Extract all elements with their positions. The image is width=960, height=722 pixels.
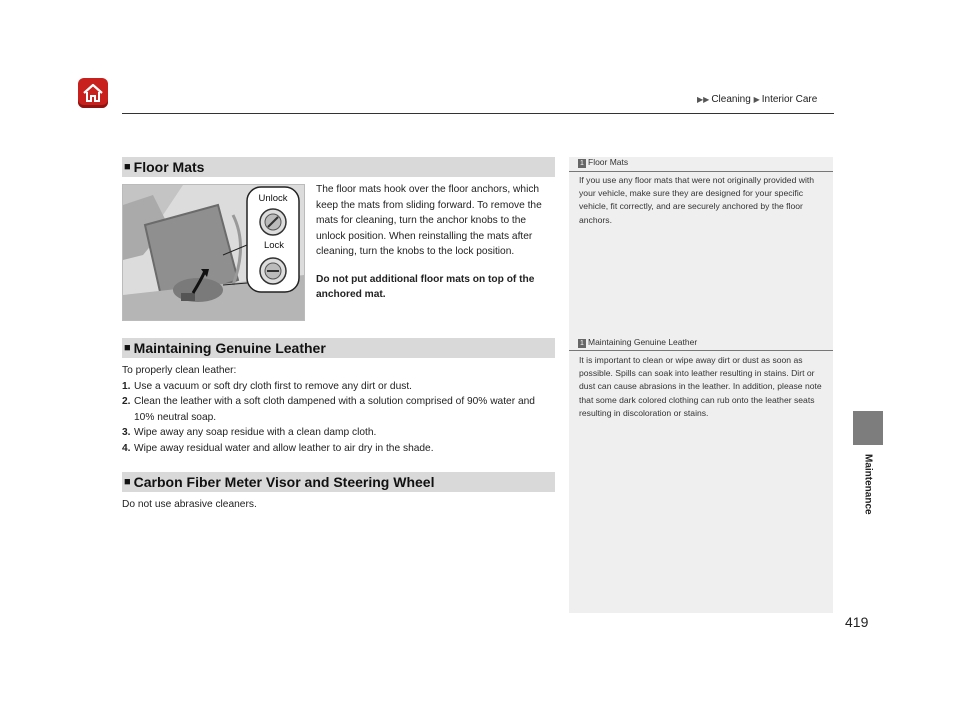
section-tab-label: Maintenance: [862, 454, 874, 515]
note-heading-leather: [578, 337, 697, 348]
header-divider: [122, 113, 834, 114]
breadcrumb-arrow-icon: ▶▶: [697, 95, 710, 104]
leather-intro: To properly clean leather:: [122, 365, 237, 376]
breadcrumb: [697, 94, 817, 105]
note-title: Floor Mats: [588, 157, 629, 167]
unlock-label: Unlock: [258, 193, 288, 204]
section-square-icon: ■: [124, 476, 131, 488]
note-divider: [569, 350, 833, 351]
leather-heading: [122, 338, 555, 358]
home-icon: [82, 83, 104, 103]
breadcrumb-item-cleaning[interactable]: Cleaning: [711, 94, 751, 105]
floor-mats-title: Floor Mats: [133, 159, 205, 175]
step-text: Use a vacuum or soft dry cloth first to remove any dirt or dust.: [134, 380, 412, 392]
page-number: 419: [845, 614, 869, 630]
note-marker-icon: 1: [578, 159, 586, 168]
section-tab-marker[interactable]: [853, 411, 883, 445]
carbon-fiber-heading: [122, 472, 555, 492]
list-item: [122, 425, 554, 441]
note-text-floor-mats: If you use any floor mats that were not originally provided with your vehicle, make sure they are designed for your specific vehicle, fit correctly, and are securely anchored by the floor anchors.: [579, 175, 815, 225]
list-item: [122, 441, 554, 457]
note-heading-floor-mats: [578, 157, 628, 168]
list-item: [122, 394, 554, 425]
floor-mats-description: The floor mats hook over the floor anchors, which keep the mats from sliding forward. To remove the mats for cleaning, turn the anchor knobs to the unlock position. When reinstalling the mats after cleaning, turn the knobs to the lock position.: [316, 184, 542, 257]
step-number: 1.: [122, 380, 131, 392]
floor-mats-body: [316, 182, 554, 303]
note-marker-icon: 1: [578, 339, 586, 348]
breadcrumb-item-interior-care[interactable]: Interior Care: [761, 94, 818, 105]
section-square-icon: ■: [124, 342, 131, 354]
carbon-fiber-title: Carbon Fiber Meter Visor and Steering Wheel: [133, 474, 435, 490]
floor-mat-anchor-illustration: [122, 184, 305, 321]
section-square-icon: ■: [124, 161, 131, 173]
carbon-fiber-body: Do not use abrasive cleaners.: [122, 499, 257, 510]
list-item: [122, 379, 554, 395]
step-text: Wipe away any soap residue with a clean damp cloth.: [134, 427, 377, 438]
home-button[interactable]: [78, 78, 108, 108]
step-text: Wipe away residual water and allow leather to air dry in the shade.: [134, 442, 434, 454]
breadcrumb-arrow-icon: ▶: [753, 95, 760, 104]
lock-label: Lock: [263, 240, 285, 251]
note-title: Maintaining Genuine Leather: [588, 337, 698, 347]
step-number: 4.: [122, 442, 131, 454]
note-divider: [569, 171, 833, 172]
floor-mats-warning: Do not put additional floor mats on top of the anchored mat.: [316, 273, 535, 300]
note-text-leather: It is important to clean or wipe away dirt or dust as soon as possible. Spills can soak into leather resulting in stains. Dirt or dust can cause abrasions in the leather. In addition, please note that some dark colored clothing can rub onto the leather seats resulting in discoloration or stains.: [579, 355, 822, 418]
floor-mats-heading: [122, 157, 555, 177]
step-number: 3.: [122, 427, 131, 438]
leather-instructions: [122, 363, 554, 456]
leather-title: Maintaining Genuine Leather: [133, 340, 326, 356]
step-text: Clean the leather with a soft cloth dampened with a solution comprised of 90% water and 10% neutral soap.: [134, 396, 535, 423]
step-number: 2.: [122, 396, 131, 407]
